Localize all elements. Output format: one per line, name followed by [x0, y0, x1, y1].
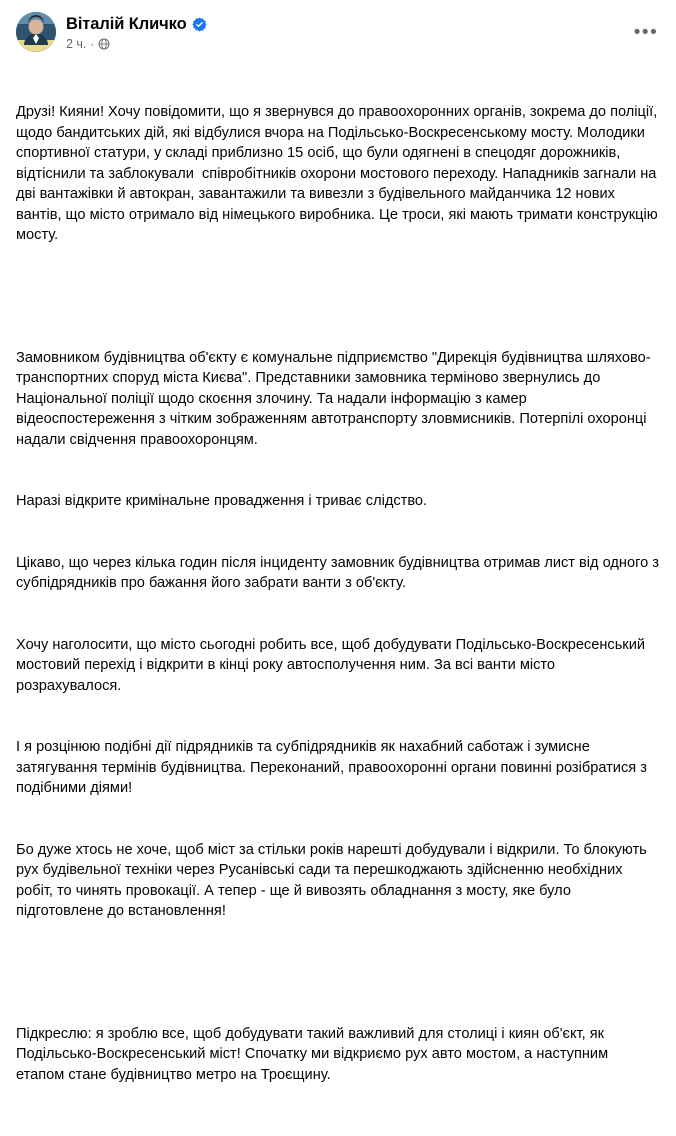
post-header	[0, 0, 676, 59]
post-paragraph: Друзі! Кияни! Хочу повідомити, що я звернувся до правоохоронних органів, зокрема до поліції, щодо бандитських дій, які відбулися вчора на Подільсько-Воскресенському мосту. Молодики спортивної статури, у складі приблизно 15 осіб, що були одягнені в спецодяг дорожників, відтіснили та заблокували співробітників охорони мостового переходу. Нападників загнали на дві вантажівки й автокран, завантажили та вивезли з будівельного майданчика 12 нових вантів, що місто отримало від німецького виробника. Це троси, які мають тримати конструкцію мосту.	[16, 104, 662, 243]
verified-badge-icon	[192, 17, 207, 32]
paragraph-spacer	[16, 287, 660, 307]
avatar[interactable]	[16, 12, 56, 52]
post-paragraph: Замовником будівництва об'єкту є комунальне підприємство "Дирекція будівництва шляхово-транспортних споруд міста Києва". Представники замовника терміново звернулись до Національної поліції щодо скоєння злочину. Та надали інформацію з камер відеоспостереження з чітким зображенням автотранспорту зловмисників. Потерпілі охоронці надали свідчення правоохоронцям.	[16, 349, 651, 448]
post-body	[0, 59, 676, 1136]
author-name[interactable]: Віталій Кличко	[66, 15, 187, 33]
post-paragraph: Бо дуже хтось не хоче, щоб міст за стільки років нарешті добудували і відкрили. То блокують рух будівельної техніки через Русанівські сади та перешкоджають здійсненню необхідних робіт, то чинять провокації. А тепер - ще й вивозять обладнання з мосту, яке було підготовлене до встановлення!	[16, 841, 651, 919]
post-paragraph: Хочу наголосити, що місто сьогодні робить все, щоб добудувати Подільсько-Воскресенський мостовий перехід і відкрити в кінці року автосполучення ним. За всі ванти місто розрахувалося.	[16, 636, 650, 694]
post-paragraph: Цікаво, що через кілька годин після інциденту замовник будівництва отримав лист від одного з субпідрядників про бажання його забрати ванти з об'єкту.	[16, 554, 664, 591]
post-meta	[66, 36, 207, 52]
post-more-options-button[interactable]: •••	[633, 21, 659, 43]
meta-separator: ·	[90, 37, 95, 51]
post-paragraph: І я розцінюю подібні дії підрядників та субпідрядників як нахабний саботаж і зумисне затягування термінів будівництва. Переконаний, правоохоронні органи повинні розібратися з подібними діями!	[16, 739, 651, 796]
post-paragraph: Наразі відкрите кримінальне провадження і триває слідство.	[16, 493, 428, 509]
post-timestamp[interactable]: 2 ч.	[66, 37, 87, 51]
paragraph-spacer	[16, 963, 660, 983]
post-paragraph: Підкреслю: я зроблю все, щоб добудувати такий важливий для столиці і киян об'єкт, як Подільсько-Воскресенський міст! Спочатку ми відкриємо рух авто мостом, а наступним етапом стане будівництво метро на Троєщину.	[16, 1025, 613, 1083]
author-row	[66, 14, 207, 34]
post-header-text	[66, 12, 207, 53]
globe-icon[interactable]	[98, 38, 110, 50]
